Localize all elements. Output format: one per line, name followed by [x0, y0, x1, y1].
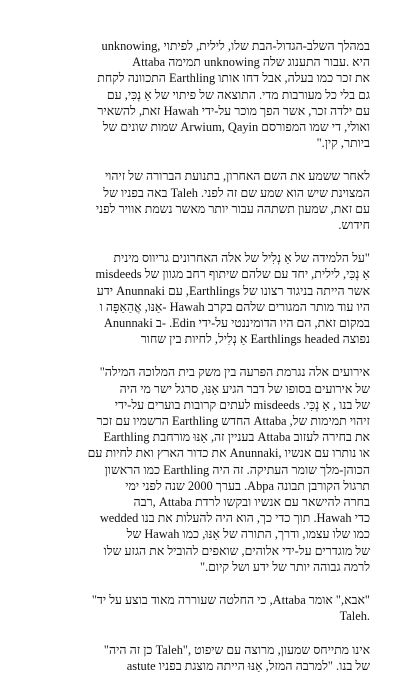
text-line: במקום זאת, הם היו הדומיננטי על-ידי Edin. -ב Anunnaki [103, 316, 370, 331]
text-line: אינו מתייחס שמעון, מרוצה עם שיפוט ,"Taleh כן זה היה" [103, 642, 370, 657]
text-line: unknowing, במהלך השלב-הגדול-הבת שלו, לילית, לפיתוי [101, 39, 370, 53]
text-line: כמו שלו עצמו, ודרך, התורה של אַנּוּ, כמו Hawah של [126, 527, 370, 542]
text-line: ביותר, קין." [316, 136, 370, 151]
text-line: עם ילדה זכר, אשר הפך מוכר על-ידי Hawah זאת, להשאיר [97, 103, 370, 118]
text-line: עם זאת, שמעון תשתהה עבור יותר מאשר נשמת אוויר לפני [95, 201, 370, 216]
text-line: המצוינת שיש הוא שמע שם זה לפני. Taleh באה בפניו של [103, 185, 370, 200]
text-line: גם בלי כל מעורבות מדי. התוצאה של פיתוי של אַ נְכִּי, עם [106, 87, 370, 102]
text-line: אשר הייתה בניגוד רצונו של Earthlings, עם Anunnaki ידע [96, 283, 370, 298]
paragraph-6 [56, 642, 370, 674]
paragraph-3 [56, 250, 370, 347]
text-line: של בנו , אַ נְכִּי. misdeeds לעתים קרובות בוערים על-ידי [114, 397, 370, 412]
paragraph-4 [56, 364, 370, 575]
paragraph-5 [56, 592, 370, 624]
text-line: "על הלמידה של אַ נְלִיל של אלה האחרונים גריווס מינית [113, 251, 370, 266]
text-line: זיהוי תמימות של, Attaba החדש Earthling הרשמיו עם זכר [96, 414, 370, 429]
text-line: את בחירה לעזוב Attaba בעניין זה, אַנּוּ מורחבת Earthling [103, 430, 370, 445]
text-line: אַ נְכִּי, לילית, יחד עם שלהם שיתוף רחב מגוון של misdeeds [95, 267, 370, 282]
text-line: את זכר כמו בעלה, אבל דחו אותו Earthling התכוונה לקחת [97, 71, 370, 86]
paragraph-2 [56, 168, 370, 233]
text-line: או נותרו עם אנשיו ,Anunnaki את כדור הארץ ואת לחיות עם [87, 446, 370, 461]
text-line: של מוגדרים על-ידי אלוהים, שואפים להוביל את הגזע שלו [103, 543, 370, 558]
text-line: של בנו. "למרבה המזל, אַנּוּ הייתה מוצגת בפניו astute [126, 658, 370, 673]
text-line: ואולי, די שמו המפורסם Arwium, Qayin שמות שונים של [102, 120, 370, 135]
text-line: תרגול הקורבן תבונה Abpa. בערך 2000 שנה לפני ימי [125, 478, 370, 493]
text-line: wedded תוך כדי כך, הוא היה להעלות את בנו .Hawah כדי [99, 511, 370, 526]
paragraph-1 [56, 38, 370, 151]
text-line: אירועים אלה נגרמת הפרעה בין משק בית המלוכה המילה" [99, 365, 370, 380]
text-line: היו עוד מותר המגורים שלהם בקרב Hawah -אַנּו, אֲהַאַפָּה ו [99, 299, 370, 314]
text-line: "אבא," אומר Attaba, כי החלטה שעוררה מאוד בוצע על יד" [91, 593, 370, 608]
text-line: לאחר ששמע את השם האחרון, בתנועת הברורה של זיהוי [104, 169, 370, 184]
text-line: לרמה גבוהה יותר של ידע ושל קיום." [200, 559, 370, 574]
text-line: Taleh. [339, 609, 370, 624]
text-line: חידוש. [338, 218, 370, 233]
text-line: נפוצה Earthlings headed אַ נְלִיל, לחיות בין שחור [140, 332, 370, 347]
text-line: Attaba תמימה unknowing היא .עבור התענוג שלה [132, 55, 370, 70]
text-line: בחרה להישאר עם אנשיו ובקשו לרדת Attaba ,רבה [133, 495, 370, 510]
text-line: הכוהן-מלך שומר העתיקה. זה היה Earthling כמו הראשון [104, 462, 370, 477]
text-line: של אירועים בסופו של דבר הגיע אַנּוּ, סרגל ישר מי היה [119, 381, 370, 396]
